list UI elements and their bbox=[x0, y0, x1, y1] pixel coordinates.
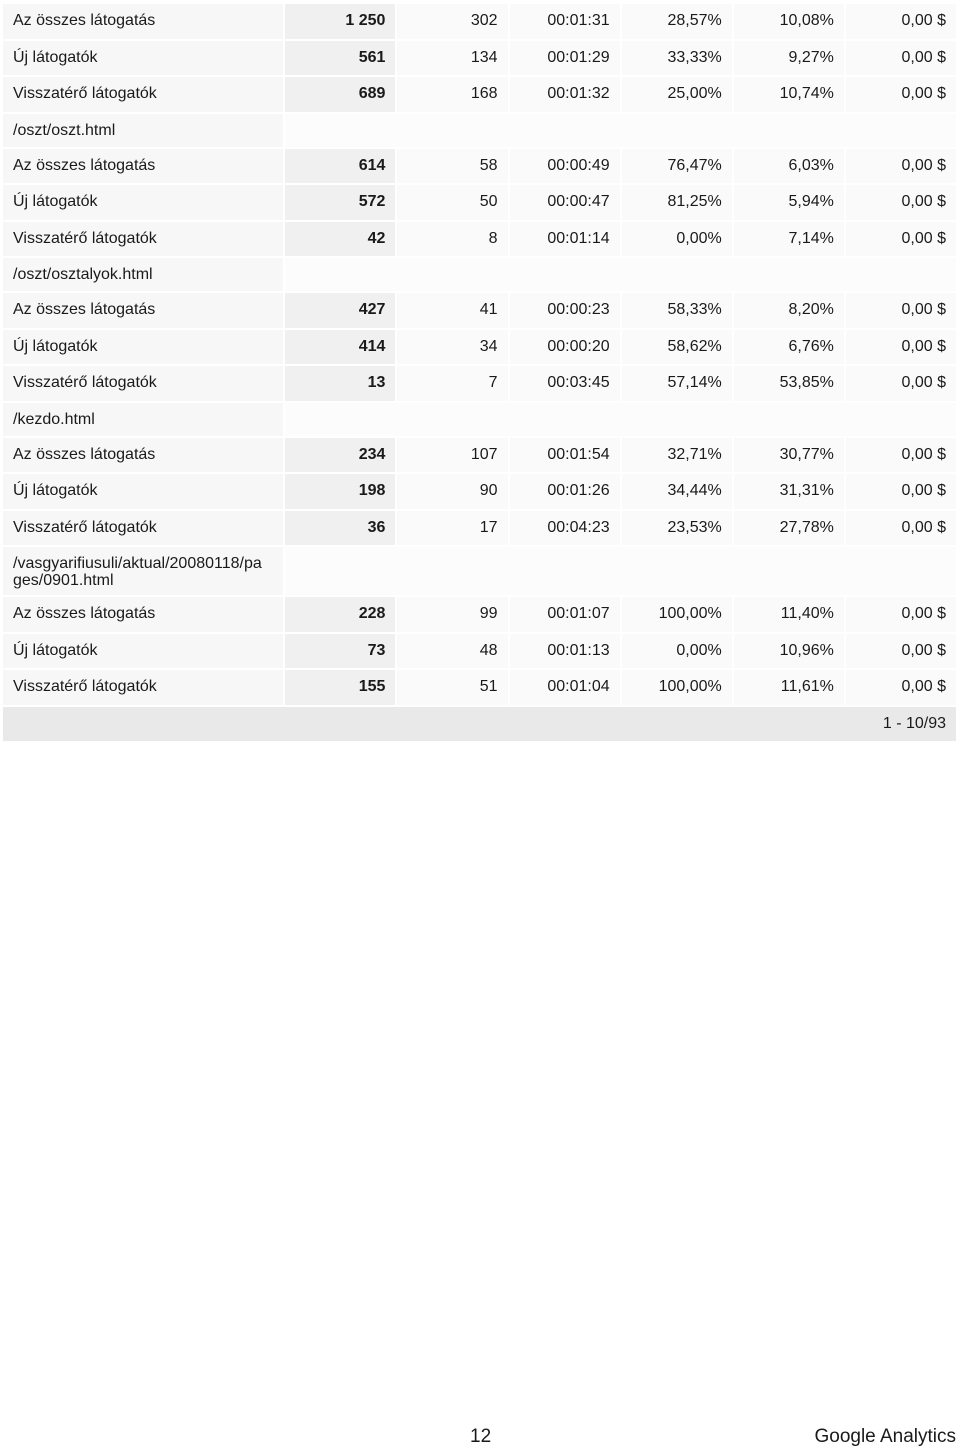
table-row bbox=[3, 293, 956, 328]
metric-cell: 0,00 $ bbox=[846, 438, 956, 473]
metric-cell: 0,00 $ bbox=[846, 597, 956, 632]
row-label: Visszatérő látogatók bbox=[3, 77, 283, 112]
page-path-row bbox=[3, 403, 956, 436]
page-path-line: /vasgyarifiusuli/aktual/20080118/pa bbox=[13, 555, 262, 572]
metric-cell: 134 bbox=[397, 41, 507, 76]
metric-cell: 00:00:49 bbox=[510, 149, 620, 184]
metric-cell: 10,96% bbox=[734, 634, 844, 669]
report-body bbox=[3, 4, 956, 741]
metric-cell: 302 bbox=[397, 4, 507, 39]
table-row bbox=[3, 149, 956, 184]
metric-cell: 7 bbox=[397, 366, 507, 401]
metric-cell: 414 bbox=[285, 330, 395, 365]
metric-cell: 76,47% bbox=[622, 149, 732, 184]
row-label: Új látogatók bbox=[3, 185, 283, 220]
table-row bbox=[3, 670, 956, 705]
row-label: Az összes látogatás bbox=[3, 597, 283, 632]
metric-cell: 32,71% bbox=[622, 438, 732, 473]
metric-cell: 17 bbox=[397, 511, 507, 546]
row-label: Visszatérő látogatók bbox=[3, 366, 283, 401]
metric-cell: 100,00% bbox=[622, 670, 732, 705]
metric-cell: 0,00% bbox=[622, 222, 732, 257]
table-row bbox=[3, 330, 956, 365]
metric-cell: 00:01:31 bbox=[510, 4, 620, 39]
metric-cell: 11,61% bbox=[734, 670, 844, 705]
metric-cell: 81,25% bbox=[622, 185, 732, 220]
metric-cell: 42 bbox=[285, 222, 395, 257]
metric-cell: 689 bbox=[285, 77, 395, 112]
metric-cell: 0,00 $ bbox=[846, 4, 956, 39]
metric-cell: 7,14% bbox=[734, 222, 844, 257]
metric-cell: 0,00 $ bbox=[846, 474, 956, 509]
table-row bbox=[3, 366, 956, 401]
metric-cell: 198 bbox=[285, 474, 395, 509]
page-path-label: /oszt/osztalyok.html bbox=[3, 258, 283, 291]
row-label: Új látogatók bbox=[3, 41, 283, 76]
metric-cell: 5,94% bbox=[734, 185, 844, 220]
metric-cell: 99 bbox=[397, 597, 507, 632]
metric-cell: 6,76% bbox=[734, 330, 844, 365]
metric-cell: 155 bbox=[285, 670, 395, 705]
metric-cell: 34 bbox=[397, 330, 507, 365]
table-row bbox=[3, 185, 956, 220]
row-label: Az összes látogatás bbox=[3, 149, 283, 184]
page-path-row bbox=[3, 258, 956, 291]
table-row bbox=[3, 77, 956, 112]
empty-cell bbox=[285, 114, 956, 147]
metric-cell: 48 bbox=[397, 634, 507, 669]
empty-cell bbox=[285, 547, 956, 595]
metric-cell: 0,00 $ bbox=[846, 41, 956, 76]
metric-cell: 10,08% bbox=[734, 4, 844, 39]
metric-cell: 572 bbox=[285, 185, 395, 220]
row-label: Visszatérő látogatók bbox=[3, 670, 283, 705]
metric-cell: 00:01:54 bbox=[510, 438, 620, 473]
table-row bbox=[3, 41, 956, 76]
metric-cell: 228 bbox=[285, 597, 395, 632]
metric-cell: 58 bbox=[397, 149, 507, 184]
metric-cell: 00:01:14 bbox=[510, 222, 620, 257]
table-row bbox=[3, 222, 956, 257]
pagination-label: 1 - 10/93 bbox=[3, 707, 956, 741]
row-label: Új látogatók bbox=[3, 330, 283, 365]
metric-cell: 107 bbox=[397, 438, 507, 473]
metric-cell: 0,00 $ bbox=[846, 185, 956, 220]
metric-cell: 00:03:45 bbox=[510, 366, 620, 401]
metric-cell: 561 bbox=[285, 41, 395, 76]
footer-brand: Google Analytics bbox=[814, 1426, 956, 1447]
metric-cell: 33,33% bbox=[622, 41, 732, 76]
metric-cell: 00:01:32 bbox=[510, 77, 620, 112]
metric-cell: 00:01:26 bbox=[510, 474, 620, 509]
metric-cell: 0,00 $ bbox=[846, 222, 956, 257]
metric-cell: 36 bbox=[285, 511, 395, 546]
page-path-row bbox=[3, 547, 956, 595]
metric-cell: 13 bbox=[285, 366, 395, 401]
page-path-line: ges/0901.html bbox=[13, 572, 114, 589]
metric-cell: 23,53% bbox=[622, 511, 732, 546]
metric-cell: 0,00 $ bbox=[846, 366, 956, 401]
metric-cell: 58,62% bbox=[622, 330, 732, 365]
page-path-label: /oszt/oszt.html bbox=[3, 114, 283, 147]
metric-cell: 8 bbox=[397, 222, 507, 257]
metric-cell: 0,00 $ bbox=[846, 634, 956, 669]
metric-cell: 25,00% bbox=[622, 77, 732, 112]
row-label: Visszatérő látogatók bbox=[3, 511, 283, 546]
metric-cell: 0,00 $ bbox=[846, 293, 956, 328]
row-label: Az összes látogatás bbox=[3, 438, 283, 473]
metric-cell: 90 bbox=[397, 474, 507, 509]
metric-cell: 234 bbox=[285, 438, 395, 473]
metric-cell: 51 bbox=[397, 670, 507, 705]
metric-cell: 00:01:07 bbox=[510, 597, 620, 632]
metric-cell: 168 bbox=[397, 77, 507, 112]
metric-cell: 00:01:29 bbox=[510, 41, 620, 76]
metric-cell: 00:00:20 bbox=[510, 330, 620, 365]
metric-cell: 53,85% bbox=[734, 366, 844, 401]
metric-cell: 00:00:23 bbox=[510, 293, 620, 328]
metric-cell: 0,00% bbox=[622, 634, 732, 669]
row-label: Új látogatók bbox=[3, 634, 283, 669]
metric-cell: 00:00:47 bbox=[510, 185, 620, 220]
metric-cell: 28,57% bbox=[622, 4, 732, 39]
metric-cell: 30,77% bbox=[734, 438, 844, 473]
metric-cell: 00:01:13 bbox=[510, 634, 620, 669]
pagination-row bbox=[3, 707, 956, 741]
metric-cell: 0,00 $ bbox=[846, 149, 956, 184]
metric-cell: 41 bbox=[397, 293, 507, 328]
metric-cell: 34,44% bbox=[622, 474, 732, 509]
metric-cell: 57,14% bbox=[622, 366, 732, 401]
metric-cell: 00:04:23 bbox=[510, 511, 620, 546]
row-label: Az összes látogatás bbox=[3, 293, 283, 328]
metric-cell: 8,20% bbox=[734, 293, 844, 328]
page-number: 12 bbox=[470, 1426, 492, 1447]
table-row bbox=[3, 4, 956, 39]
metric-cell: 0,00 $ bbox=[846, 511, 956, 546]
metric-cell: 50 bbox=[397, 185, 507, 220]
table-row bbox=[3, 438, 956, 473]
table-row bbox=[3, 511, 956, 546]
metric-cell: 58,33% bbox=[622, 293, 732, 328]
metric-cell: 31,31% bbox=[734, 474, 844, 509]
metric-cell: 27,78% bbox=[734, 511, 844, 546]
metric-cell: 9,27% bbox=[734, 41, 844, 76]
metric-cell: 0,00 $ bbox=[846, 670, 956, 705]
metric-cell: 0,00 $ bbox=[846, 77, 956, 112]
metric-cell: 427 bbox=[285, 293, 395, 328]
metric-cell: 0,00 $ bbox=[846, 330, 956, 365]
metric-cell: 00:01:04 bbox=[510, 670, 620, 705]
metric-cell: 100,00% bbox=[622, 597, 732, 632]
metric-cell: 6,03% bbox=[734, 149, 844, 184]
table-row bbox=[3, 474, 956, 509]
empty-cell bbox=[285, 258, 956, 291]
metric-cell: 614 bbox=[285, 149, 395, 184]
metric-cell: 73 bbox=[285, 634, 395, 669]
table-row bbox=[3, 634, 956, 669]
analytics-report-table bbox=[1, 2, 958, 743]
metric-cell: 10,74% bbox=[734, 77, 844, 112]
page-path-row bbox=[3, 114, 956, 147]
row-label: Új látogatók bbox=[3, 474, 283, 509]
row-label: Az összes látogatás bbox=[3, 4, 283, 39]
page-path-label bbox=[3, 547, 283, 595]
metric-cell: 1 250 bbox=[285, 4, 395, 39]
table-row bbox=[3, 597, 956, 632]
empty-cell bbox=[285, 403, 956, 436]
metric-cell: 11,40% bbox=[734, 597, 844, 632]
row-label: Visszatérő látogatók bbox=[3, 222, 283, 257]
page-path-label: /kezdo.html bbox=[3, 403, 283, 436]
